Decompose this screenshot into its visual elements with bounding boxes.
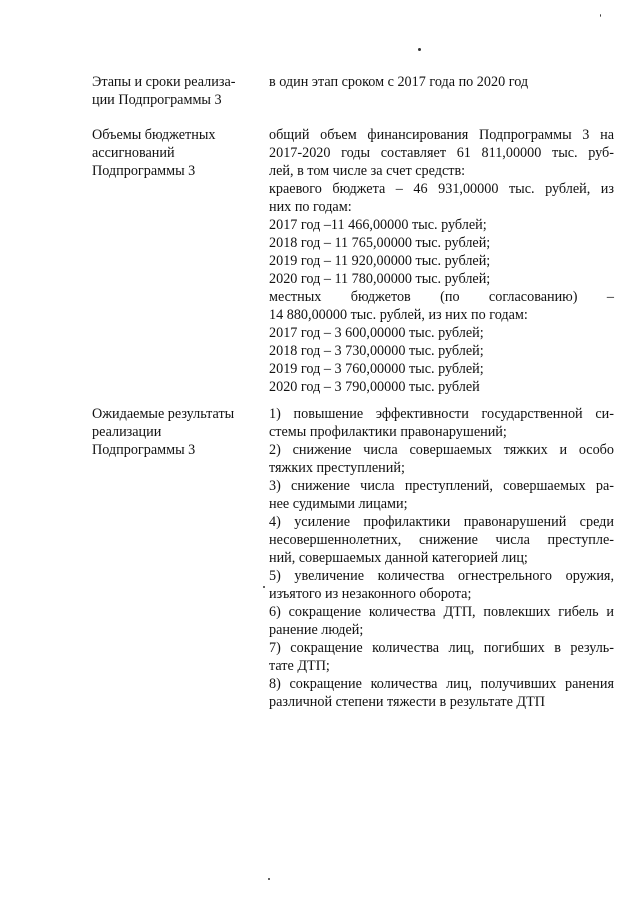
text-line: 2018 год – 11 765,00000 тыс. рублей; <box>269 235 491 251</box>
section-content <box>269 405 614 711</box>
section-label: Этапы и сроки реализа- ции Подпрограммы 3 <box>92 74 236 108</box>
text-line: 2017 год –11 466,00000 тыс. рублей; <box>269 217 487 233</box>
section-label: Объемы бюджетных ассигнований Подпрограммы 3 <box>92 127 216 179</box>
section-content <box>269 126 614 396</box>
text-line: местных бюджетов (по согласованию) – <box>269 289 614 305</box>
text-line: 3) снижение числа преступлений, совершаемых ра- <box>269 478 614 494</box>
text-line: 5) увеличение количества огнестрельного оружия, <box>269 568 614 584</box>
text-line: 4) усиление профилактики правонарушений среди <box>269 514 614 530</box>
text-line: в один этап сроком с 2017 года по 2020 год <box>269 74 529 90</box>
text-line: лей, в том числе за счет средств: <box>269 163 466 179</box>
text-line: 2017 год – 3 600,00000 тыс. рублей; <box>269 325 484 341</box>
scan-speck <box>268 878 270 880</box>
text-line: 7) сокращение количества лиц, погибших в резуль- <box>269 640 614 656</box>
text-line: стемы профилактики правонарушений; <box>269 424 507 440</box>
section-results <box>92 405 614 715</box>
text-line: 1) повышение эффективности государственной си- <box>269 406 614 422</box>
text-line: них по годам: <box>269 199 352 215</box>
section-label: Ожидаемые результаты реализации Подпрограммы 3 <box>92 406 235 458</box>
text-line: несовершеннолетних, снижение числа преступле- <box>269 532 614 548</box>
text-line: изъятого из незаконного оборота; <box>269 586 472 602</box>
text-line: краевого бюджета – 46 931,00000 тыс. рублей, из <box>269 181 614 197</box>
text-line: тяжких преступлений; <box>269 460 405 476</box>
text-line: тате ДТП; <box>269 658 330 674</box>
text-line: ранение людей; <box>269 622 364 638</box>
text-line: 8) сокращение количества лиц, получивших ранения <box>269 676 614 692</box>
text-line: общий объем финансирования Подпрограммы 3 на <box>269 127 614 143</box>
text-line: 2017-2020 годы составляет 61 811,00000 тыс. руб- <box>269 145 614 161</box>
section-budget <box>92 126 614 398</box>
text-line: нее судимыми лицами; <box>269 496 408 512</box>
text-line: 6) сокращение количества ДТП, повлекших гибель и <box>269 604 614 620</box>
section-content <box>269 73 614 91</box>
text-line: 2019 год – 11 920,00000 тыс. рублей; <box>269 253 491 269</box>
scan-speck <box>600 14 601 17</box>
text-line: 2) снижение числа совершаемых тяжких и особо <box>269 442 614 458</box>
text-line: 2020 год – 3 790,00000 тыс. рублей <box>269 379 480 395</box>
text-line: 2019 год – 3 760,00000 тыс. рублей; <box>269 361 484 377</box>
text-line: 2018 год – 3 730,00000 тыс. рублей; <box>269 343 484 359</box>
text-line: ний, совершаемых данной категорией лиц; <box>269 550 528 566</box>
scan-speck <box>418 48 421 51</box>
text-line: 2020 год – 11 780,00000 тыс. рублей; <box>269 271 491 287</box>
text-line: 14 880,00000 тыс. рублей, из них по годам: <box>269 307 528 323</box>
section-stages <box>92 73 614 113</box>
text-line: различной степени тяжести в результате ДТП <box>269 694 546 710</box>
scan-speck <box>263 586 265 588</box>
